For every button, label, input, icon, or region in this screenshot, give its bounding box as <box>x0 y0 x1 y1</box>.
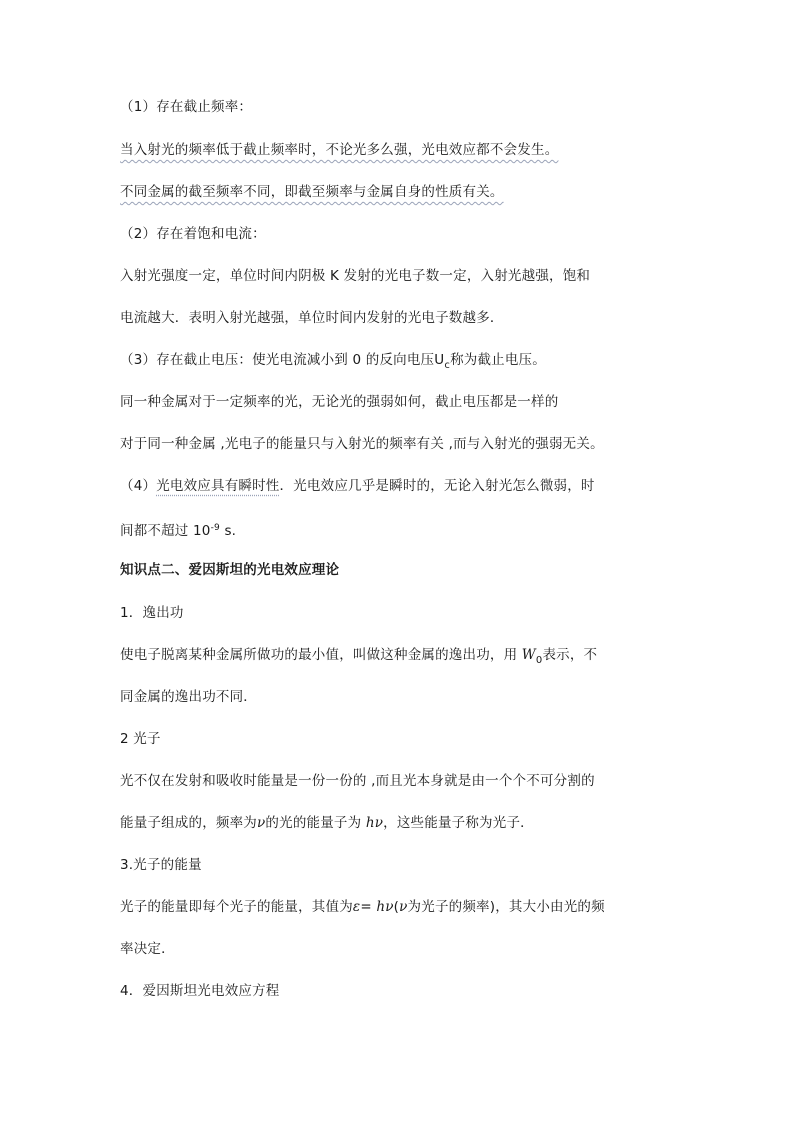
paragraph-line: 同一种金属对于一定频率的光，无论光的强弱如何，截止电压都是一样的 <box>120 394 559 410</box>
item-2-heading: （2）存在着饱和电流： <box>120 226 266 242</box>
paragraph-line <box>120 813 680 833</box>
text-segment: s. <box>219 523 237 539</box>
text-segment: ( <box>393 899 400 915</box>
text-segment: 使电子脱离某种金属所做功的最小值，叫做这种金属的逸出功，用 <box>120 647 522 663</box>
subscript-c: c <box>444 360 451 371</box>
text-segment: 称为截止电压。 <box>450 352 546 368</box>
text-segment: 表示，不 <box>542 647 598 663</box>
subheading: 4．爱因斯坦光电效应方程 <box>120 983 280 999</box>
paragraph-line: 光不仅在发射和吸收时能量是一份一份的 ,而且光本身就是由一个个不可分割的 <box>120 773 595 789</box>
text-segment: 为光子的频率)，其大小由光的频 <box>407 899 605 915</box>
text-segment: （4） <box>120 478 157 494</box>
paragraph-line: 同金属的逸出功不同． <box>120 689 257 705</box>
paragraph-line <box>120 140 680 160</box>
superscript: -9 <box>210 523 220 533</box>
paragraph-line: 入射光强度一定，单位时间内阴极 K 发射的光电子数一定，入射光越强，饱和 <box>120 268 591 284</box>
symbol-h-nu: hν <box>365 815 384 831</box>
text-segment: ．光电效应几乎是瞬时的，无论入射光怎么微弱，时 <box>279 478 595 494</box>
subheading: 3.光子的能量 <box>120 857 202 873</box>
paragraph-line <box>120 645 680 665</box>
section-heading: 知识点二、爱因斯坦的光电效应理论 <box>120 562 340 578</box>
paragraph-line: 对于同一种金属 ,光电子的能量只与入射光的频率有关 ,而与入射光的强弱无关。 <box>120 436 604 452</box>
text-segment: 能量子组成的，频率为 <box>120 815 257 831</box>
subscript-0: 0 <box>535 655 543 666</box>
text-segment: ，这些能量子称为光子． <box>383 815 534 831</box>
wavy-underlined-text: 不同金属的截至频率不同，即截至频率与金属自身的性质有关。 <box>120 184 504 200</box>
subheading: 1．逸出功 <box>120 605 184 621</box>
symbol-u: U <box>434 352 445 368</box>
paragraph-line: 率决定． <box>120 941 175 957</box>
text-segment: 的光的能量子为 <box>265 815 366 831</box>
paragraph-line <box>120 182 680 202</box>
paragraph-line <box>120 897 680 917</box>
item-3-line <box>120 350 680 370</box>
text-segment: 光子的能量即每个光子的能量，其值为 <box>120 899 353 915</box>
item-1-heading: （1）存在截止频率： <box>120 99 253 115</box>
wavy-underlined-text: 当入射光的频率低于截止频率时，不论光多么强，光电效应都不会发生。 <box>120 142 559 158</box>
underlined-text: 光电效应具有瞬时性 <box>156 478 280 494</box>
symbol-w: W <box>521 647 536 663</box>
subheading: 2 光子 <box>120 731 161 747</box>
symbol-nu: ν <box>399 899 408 915</box>
paragraph-line <box>120 518 680 538</box>
symbol-nu: ν <box>257 815 266 831</box>
paragraph-line: 电流越大．表明入射光越强，单位时间内发射的光电子数越多． <box>120 310 504 326</box>
text-segment: （3）存在截止电压：使光电流减小到 0 的反向电压 <box>120 352 435 368</box>
equation-epsilon: ε= hν <box>352 899 394 915</box>
item-4-line <box>120 476 680 496</box>
text-segment: 间都不超过 10 <box>120 523 211 539</box>
